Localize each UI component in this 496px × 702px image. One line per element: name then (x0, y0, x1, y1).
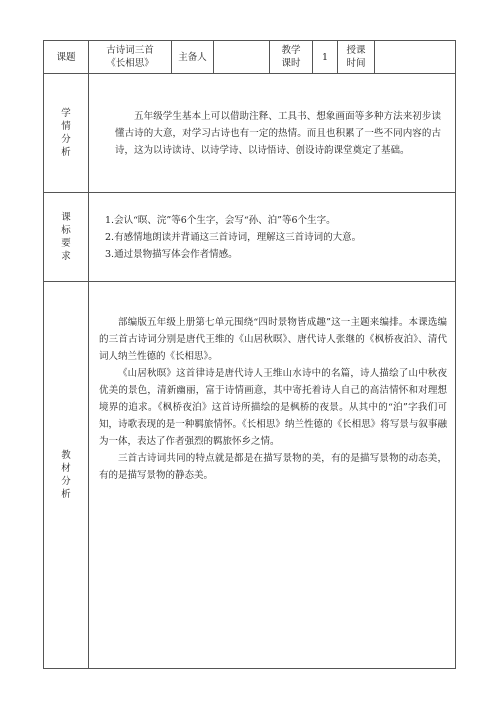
label-char: 求 (61, 251, 71, 262)
material-analysis-row (44, 282, 456, 669)
hours-label-line1: 教学 (281, 45, 301, 56)
time-label (338, 41, 375, 74)
preparer-label: 主备人 (172, 41, 214, 74)
hours-label-line2: 课时 (281, 58, 301, 69)
lesson-title-line1: 古诗词三首 (106, 45, 154, 56)
label-char: 课 (61, 212, 71, 223)
lesson-label: 课题 (44, 41, 89, 74)
time-value (375, 41, 456, 74)
objectives-row (44, 193, 456, 282)
material-paragraph: 《山居秋暝》这首律诗是唐代诗人王维山水诗中的名篇，诗人描绘了山中秋夜优美的景色，清新幽丽，富于诗情画意，其中寄托着诗人自己的高洁情怀和对理想境界的追求。《枫桥夜泊》这首诗所描绘的是枫桥的夜景。从其中的“泊”字我们可知，诗歌表现的是一种羁旅情怀。《长相思》纳兰性德的《长相思》将写景与叙事融为一体，表达了作者强烈的羁旅怀乡之情。 (99, 368, 447, 447)
preparer-value (214, 41, 270, 74)
lesson-title-line2: 《长相思》 (106, 58, 154, 69)
objective-item: 3.通过景物描写体会作者情感。 (105, 248, 238, 260)
lesson-title (89, 41, 172, 74)
material-analysis-label (44, 282, 89, 669)
student-analysis-row (44, 74, 456, 193)
objectives-label (44, 193, 89, 282)
hours-value: 1 (313, 41, 338, 74)
objective-item: 1.会认“暝、浣”等6个生字，会写“孙、泊”等6个生字。 (105, 214, 336, 226)
student-analysis-content (89, 74, 456, 193)
student-analysis-label (44, 74, 89, 193)
material-paragraph: 部编版五年级上册第七单元围绕“四时景物皆成趣”这一主题来编排。本课选编的三首古诗词分别是唐代王维的《山居秋暝》、唐代诗人张继的《枫桥夜泊》、清代词人纳兰性德的《长相思》。 (99, 317, 447, 362)
label-char: 析 (61, 147, 71, 158)
time-label-line1: 授课 (346, 45, 366, 56)
material-paragraph: 三首古诗词共同的特点就是都是在描写景物的美，有的是描写景物的动态美，有的是描写景物的静态美。 (99, 453, 447, 481)
objective-item: 2.有感情地朗读并背诵这三首诗词，理解这三首诗词的大意。 (105, 231, 362, 243)
label-char: 标 (61, 225, 71, 236)
label-char: 材 (61, 463, 71, 474)
hours-label (270, 41, 313, 74)
objectives-content (89, 193, 456, 282)
label-char: 分 (61, 476, 71, 487)
label-char: 情 (61, 121, 71, 132)
label-char: 分 (61, 134, 71, 145)
label-char: 学 (61, 108, 71, 119)
student-analysis-text: 五年级学生基本上可以借助注释、工具书、想象画面等多种方法来初步读懂古诗的大意，对学习古诗也有一定的热情。而且也积累了一些不同内容的古诗，这为以诗读诗、以诗学诗、以诗悟诗、创设诗韵课堂奠定了基础。 (115, 110, 441, 156)
material-analysis-content (89, 282, 456, 669)
lesson-plan-table (43, 40, 456, 669)
header-row (44, 41, 456, 74)
time-label-line2: 时间 (346, 58, 366, 69)
label-char: 教 (61, 450, 71, 461)
label-char: 析 (61, 489, 71, 500)
label-char: 要 (61, 238, 71, 249)
